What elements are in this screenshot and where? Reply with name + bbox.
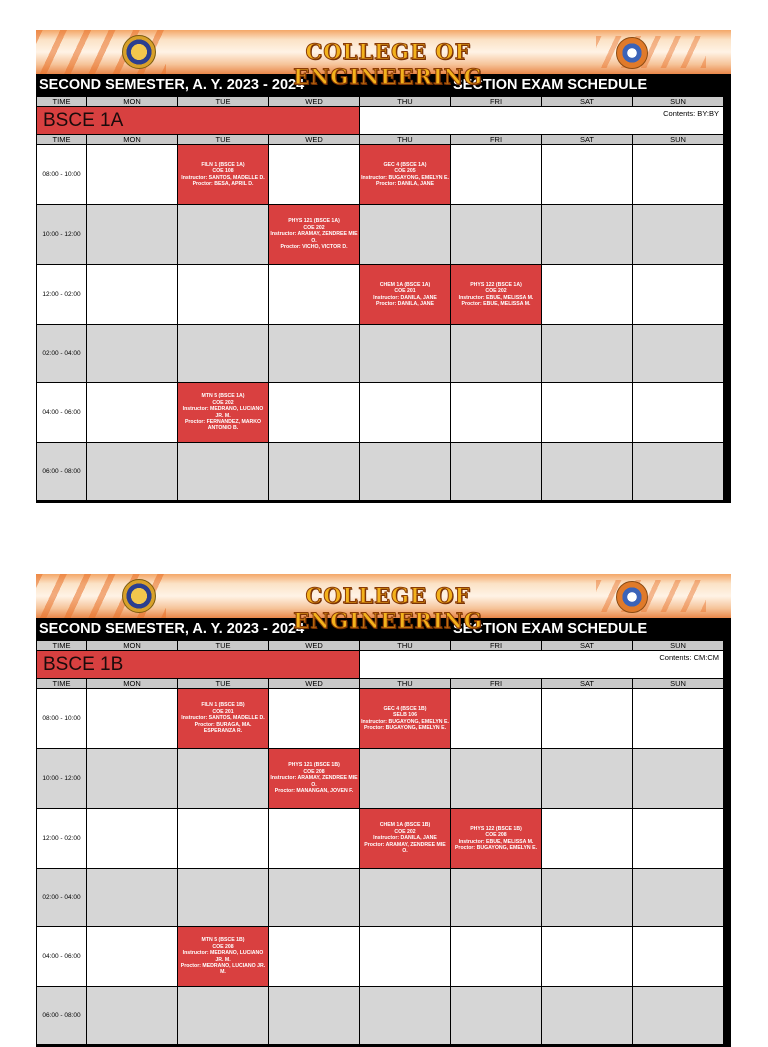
empty-slot-cell — [451, 383, 542, 443]
time-slot-row — [37, 443, 724, 501]
empty-slot-cell — [633, 749, 724, 809]
day-header-cell: SUN — [633, 97, 724, 107]
empty-slot-cell — [269, 443, 360, 501]
empty-slot-cell — [542, 443, 633, 501]
exam-event-line: COE 201 — [212, 708, 234, 715]
exam-event-line: COE 208 — [212, 943, 234, 950]
empty-slot-cell — [178, 325, 269, 383]
exam-event-line: Instructor: ARAMAY, ZENDREE MIE O. — [270, 231, 358, 244]
schedule-title: SECTION EXAM SCHEDULE — [453, 77, 648, 93]
empty-slot-cell — [542, 325, 633, 383]
schedule-sheet-0 — [36, 30, 731, 503]
empty-slot-cell — [178, 443, 269, 501]
empty-slot-cell — [269, 809, 360, 869]
exam-event-cell[interactable] — [360, 265, 451, 325]
time-slot-row — [37, 205, 724, 265]
exam-event-line: SELB 106 — [393, 712, 417, 719]
day-header-row — [37, 97, 724, 107]
empty-slot-cell — [633, 265, 724, 325]
exam-event-line: GEC 4 (BSCE 1A) — [383, 161, 427, 168]
time-slot-label: 12:00 - 02:00 — [37, 809, 87, 869]
day-header-cell: TIME — [37, 135, 87, 145]
empty-slot-cell — [542, 265, 633, 325]
exam-event-line: Proctor: BUGAYONG, EMELYN E. — [454, 844, 538, 851]
section-name: BSCE 1B — [37, 651, 360, 679]
empty-slot-cell — [542, 927, 633, 987]
exam-event-line: MTN 5 (BSCE 1B) — [201, 937, 245, 944]
contents-label: Contents: CM:CM — [360, 651, 724, 679]
empty-slot-cell — [451, 443, 542, 501]
empty-slot-cell — [633, 809, 724, 869]
time-slot-label: 10:00 - 12:00 — [37, 205, 87, 265]
time-slot-row — [37, 749, 724, 809]
exam-event-line: Proctor: BUGAYONG, EMELYN E. — [363, 724, 447, 731]
exam-event-line: Instructor: EBUE, MELISSA M. — [458, 294, 534, 301]
empty-slot-cell — [178, 749, 269, 809]
exam-event-line: Instructor: DANILA, JANE — [373, 294, 437, 301]
exam-event-line: Instructor: SANTOS, MADELLE D. — [181, 174, 265, 181]
day-header-cell: THU — [360, 97, 451, 107]
exam-event-line: FILN 1 (BSCE 1B) — [201, 702, 245, 709]
empty-slot-cell — [87, 443, 178, 501]
empty-slot-cell — [178, 987, 269, 1045]
day-header-cell: WED — [269, 97, 360, 107]
contents-label: Contents: BY:BY — [360, 107, 724, 135]
exam-event-line: Proctor: VICHO, VICTOR D. — [280, 244, 348, 251]
exam-event-line: PHYS 122 (BSCE 1B) — [470, 825, 522, 832]
exam-event-cell[interactable] — [360, 689, 451, 749]
exam-event-line: COE 208 — [485, 832, 507, 839]
empty-slot-cell — [633, 443, 724, 501]
empty-slot-cell — [269, 987, 360, 1045]
empty-slot-cell — [633, 927, 724, 987]
empty-slot-cell — [360, 205, 451, 265]
time-slot-row — [37, 689, 724, 749]
exam-event-line: Proctor: EBUE, MELISSA M. — [461, 300, 531, 307]
empty-slot-cell — [451, 205, 542, 265]
empty-slot-cell — [360, 383, 451, 443]
day-header-cell: TUE — [178, 135, 269, 145]
schedule-title: SECTION EXAM SCHEDULE — [453, 621, 648, 637]
day-header-cell: TIME — [37, 641, 87, 651]
empty-slot-cell — [269, 325, 360, 383]
empty-slot-cell — [633, 325, 724, 383]
day-header-cell: THU — [360, 641, 451, 651]
exam-event-line: Instructor: MEDRANO, LUCIANO JR. M. — [182, 406, 264, 419]
university-seal-icon — [122, 579, 156, 613]
exam-event-line: Instructor: BUGAYONG, EMELYN E. — [361, 718, 449, 725]
schedule-table — [36, 640, 724, 1045]
empty-slot-cell — [87, 869, 178, 927]
exam-event-line: PHYS 121 (BSCE 1B) — [288, 762, 340, 769]
empty-slot-cell — [178, 869, 269, 927]
time-slot-label: 08:00 - 10:00 — [37, 689, 87, 749]
empty-slot-cell — [87, 325, 178, 383]
exam-event-cell[interactable] — [178, 927, 269, 987]
exam-event-line: GEC 4 (BSCE 1B) — [383, 705, 427, 712]
exam-event-cell[interactable] — [178, 383, 269, 443]
exam-event-line: Instructor: ARAMAY, ZENDREE MIE O. — [270, 775, 358, 788]
exam-event-line: Instructor: SANTOS, MADELLE D. — [181, 715, 265, 722]
empty-slot-cell — [87, 205, 178, 265]
time-slot-label: 04:00 - 06:00 — [37, 927, 87, 987]
semester-label: SECOND SEMESTER, A. Y. 2023 - 2024 — [39, 77, 305, 93]
empty-slot-cell — [87, 927, 178, 987]
exam-event-cell[interactable] — [451, 265, 542, 325]
exam-event-line: CHEM 1A (BSCE 1A) — [379, 281, 431, 288]
engineering-seal-icon — [616, 37, 648, 69]
day-header-row — [37, 641, 724, 651]
time-slot-row — [37, 325, 724, 383]
empty-slot-cell — [87, 987, 178, 1045]
empty-slot-cell — [542, 869, 633, 927]
day-header-cell: SAT — [542, 641, 633, 651]
day-header-cell: SUN — [633, 679, 724, 689]
exam-event-cell[interactable] — [360, 809, 451, 869]
empty-slot-cell — [87, 749, 178, 809]
exam-event-line: PHYS 122 (BSCE 1A) — [470, 281, 522, 288]
empty-slot-cell — [451, 325, 542, 383]
day-header-row — [37, 679, 724, 689]
empty-slot-cell — [269, 689, 360, 749]
day-header-cell: WED — [269, 641, 360, 651]
exam-event-line: Proctor: MEDRANO, LUCIANO JR. M. — [180, 962, 266, 976]
empty-slot-cell — [269, 869, 360, 927]
empty-slot-cell — [87, 265, 178, 325]
time-slot-row — [37, 265, 724, 325]
day-header-cell: MON — [87, 641, 178, 651]
empty-slot-cell — [451, 689, 542, 749]
empty-slot-cell — [360, 749, 451, 809]
exam-event-line: COE 205 — [394, 168, 416, 175]
empty-slot-cell — [87, 689, 178, 749]
schedule-table — [36, 96, 724, 501]
empty-slot-cell — [360, 869, 451, 927]
empty-slot-cell — [451, 749, 542, 809]
exam-event-line: Proctor: MANANGAN, JOVEN F. — [274, 788, 354, 795]
empty-slot-cell — [542, 809, 633, 869]
exam-event-cell[interactable] — [360, 145, 451, 205]
time-slot-row — [37, 869, 724, 927]
empty-slot-cell — [542, 205, 633, 265]
day-header-cell: TIME — [37, 97, 87, 107]
empty-slot-cell — [178, 809, 269, 869]
exam-event-line: Proctor: FERNANDEZ, MARKO ANTONIO B. — [184, 418, 262, 432]
exam-event-line: Instructor: EBUE, MELISSA M. — [458, 838, 534, 845]
banner-title: COLLEGE OF ENGINEERING — [293, 583, 483, 633]
semester-label: SECOND SEMESTER, A. Y. 2023 - 2024 — [39, 621, 305, 637]
exam-event-line: MTN 5 (BSCE 1A) — [201, 393, 245, 400]
exam-event-line: COE 202 — [394, 828, 416, 835]
exam-event-cell[interactable] — [178, 145, 269, 205]
time-slot-label: 02:00 - 04:00 — [37, 325, 87, 383]
exam-event-line: Instructor: BUGAYONG, EMELYN E. — [361, 174, 449, 181]
empty-slot-cell — [633, 689, 724, 749]
empty-slot-cell — [269, 265, 360, 325]
exam-event-line: Proctor: DANILA, JANE — [376, 300, 434, 307]
day-header-cell: FRI — [451, 679, 542, 689]
exam-event-cell[interactable] — [178, 689, 269, 749]
day-header-cell: TUE — [178, 641, 269, 651]
exam-event-line: COE 202 — [303, 224, 325, 231]
empty-slot-cell — [178, 205, 269, 265]
schedule-frame — [36, 74, 731, 503]
time-slot-row — [37, 987, 724, 1045]
exam-event-line: CHEM 1A (BSCE 1B) — [379, 822, 431, 829]
exam-event-line: FILN 1 (BSCE 1A) — [201, 161, 245, 168]
banner-title: COLLEGE OF ENGINEERING — [293, 39, 483, 89]
exam-event-line: Instructor: MEDRANO, LUCIANO JR. M. — [182, 950, 264, 963]
empty-slot-cell — [542, 749, 633, 809]
day-header-cell: FRI — [451, 641, 542, 651]
empty-slot-cell — [633, 869, 724, 927]
empty-slot-cell — [87, 145, 178, 205]
empty-slot-cell — [360, 325, 451, 383]
empty-slot-cell — [360, 927, 451, 987]
engineering-seal-icon — [616, 581, 648, 613]
section-row — [37, 651, 724, 679]
empty-slot-cell — [542, 383, 633, 443]
schedule-frame — [36, 618, 731, 1047]
day-header-cell: SUN — [633, 641, 724, 651]
university-seal-icon — [122, 35, 156, 69]
exam-event-line: Proctor: BESA, APRIL D. — [192, 180, 254, 187]
empty-slot-cell — [542, 145, 633, 205]
day-header-cell: MON — [87, 97, 178, 107]
day-header-cell: MON — [87, 679, 178, 689]
exam-event-cell[interactable] — [269, 749, 360, 809]
empty-slot-cell — [360, 443, 451, 501]
exam-event-line: Proctor: ARAMAY, ZENDREE MIE O. — [364, 841, 446, 855]
day-header-cell: SAT — [542, 135, 633, 145]
section-row — [37, 107, 724, 135]
exam-event-line: COE 108 — [212, 168, 234, 175]
empty-slot-cell — [360, 987, 451, 1045]
time-slot-row — [37, 809, 724, 869]
exam-event-line: COE 202 — [212, 399, 234, 406]
empty-slot-cell — [451, 987, 542, 1045]
time-slot-row — [37, 927, 724, 987]
time-slot-label: 10:00 - 12:00 — [37, 749, 87, 809]
section-name: BSCE 1A — [37, 107, 360, 135]
time-slot-label: 06:00 - 08:00 — [37, 987, 87, 1045]
empty-slot-cell — [87, 809, 178, 869]
empty-slot-cell — [542, 689, 633, 749]
day-header-cell: SUN — [633, 135, 724, 145]
day-header-cell: THU — [360, 135, 451, 145]
exam-event-line: Proctor: DANILA, JANE — [376, 180, 434, 187]
time-slot-label: 12:00 - 02:00 — [37, 265, 87, 325]
exam-event-cell[interactable] — [451, 809, 542, 869]
time-slot-label: 02:00 - 04:00 — [37, 869, 87, 927]
empty-slot-cell — [451, 145, 542, 205]
empty-slot-cell — [269, 383, 360, 443]
empty-slot-cell — [633, 145, 724, 205]
empty-slot-cell — [451, 869, 542, 927]
day-header-cell: THU — [360, 679, 451, 689]
day-header-cell: FRI — [451, 97, 542, 107]
day-header-cell: TIME — [37, 679, 87, 689]
day-header-cell: MON — [87, 135, 178, 145]
exam-event-line: PHYS 121 (BSCE 1A) — [288, 218, 340, 225]
empty-slot-cell — [542, 987, 633, 1045]
exam-event-line: COE 202 — [485, 288, 507, 295]
day-header-cell: SAT — [542, 97, 633, 107]
day-header-cell: TUE — [178, 97, 269, 107]
exam-event-line: COE 201 — [394, 288, 416, 295]
empty-slot-cell — [178, 265, 269, 325]
empty-slot-cell — [451, 927, 542, 987]
empty-slot-cell — [87, 383, 178, 443]
exam-event-line: Instructor: DANILA, JANE — [373, 835, 437, 842]
time-slot-label: 04:00 - 06:00 — [37, 383, 87, 443]
time-slot-row — [37, 145, 724, 205]
day-header-cell: SAT — [542, 679, 633, 689]
exam-event-line: COE 208 — [303, 768, 325, 775]
empty-slot-cell — [633, 987, 724, 1045]
exam-event-line: Proctor: BURAGA, MA. ESPERANZA R. — [194, 721, 252, 735]
schedule-sheet-1 — [36, 574, 731, 1047]
day-header-cell: FRI — [451, 135, 542, 145]
empty-slot-cell — [269, 145, 360, 205]
time-slot-label: 06:00 - 08:00 — [37, 443, 87, 501]
empty-slot-cell — [633, 205, 724, 265]
day-header-row — [37, 135, 724, 145]
day-header-cell: WED — [269, 135, 360, 145]
time-slot-row — [37, 383, 724, 443]
time-slot-label: 08:00 - 10:00 — [37, 145, 87, 205]
exam-event-cell[interactable] — [269, 205, 360, 265]
empty-slot-cell — [633, 383, 724, 443]
day-header-cell: WED — [269, 679, 360, 689]
day-header-cell: TUE — [178, 679, 269, 689]
empty-slot-cell — [269, 927, 360, 987]
